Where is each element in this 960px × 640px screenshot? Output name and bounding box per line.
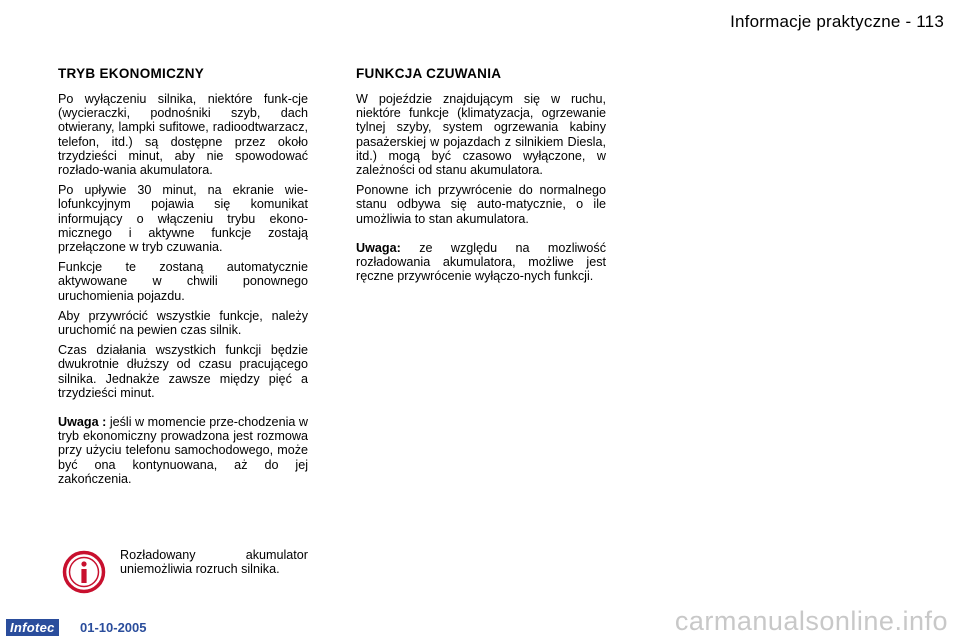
- paragraph: Po upływie 30 minut, na ekranie wie-lofunkcyjnym pojawia się komunikat informujący o włączeniu trybu ekono-micznego i aktywne funkcje zostają przełączone w tryb czuwania.: [58, 183, 308, 255]
- page-title: Informacje praktyczne - 113: [730, 12, 944, 31]
- paragraph: W pojeździe znajdującym się w ruchu, niektóre funkcje (klimatyzacja, ogrzewanie tylnej szyby, system ogrzewania kabiny pasażerskiej w pojazdach z silnikiem Diesla, itd.) mogą być czasowo wyłączone, w zależności od stanu akumulatora.: [356, 92, 606, 178]
- paragraph: Czas działania wszystkich funkcji będzie dwukrotnie dłuższy od czasu pracującego silnika. Jednakże zawsze między pięć a trzydzieści minut.: [58, 343, 308, 400]
- note-text: jeśli w momencie prze-chodzenia w tryb ekonomiczny prowadzona jest rozmowa przy użyciu telefonu samochodowego, może być ona kontynuowana, aż do jej zakończenia.: [58, 415, 308, 486]
- info-circle-icon: [62, 550, 106, 594]
- left-column: [58, 92, 308, 492]
- paragraph: Ponowne ich przywrócenie do normalnego stanu odbywa się auto-matycznie, o ile umożliwia to stan akumulatora.: [356, 183, 606, 226]
- paragraph: Po wyłączeniu silnika, niektóre funk-cje (wycieraczki, podnośniki szyb, dach otwierany, lampki sufitowe, radioodtwarzacz, telefon, itd.) są dostępne przez około trzydzieści minut, aby nie spowodować rozłado-wania akumulatora.: [58, 92, 308, 178]
- section-title-eco-mode: TRYB EKONOMICZNY: [58, 66, 205, 81]
- right-column: [356, 92, 606, 289]
- infotec-logo: Infotec: [6, 619, 59, 636]
- info-text: Rozładowany akumulator uniemożliwia rozruch silnika.: [120, 548, 308, 577]
- paragraph: Funkcje te zostaną automatycznie aktywowane w chwili ponownego uruchomienia pojazdu.: [58, 260, 308, 303]
- note-text: ze względu na mozliwość rozładowania akumulatora, możliwe jest ręczne przywrócenie wyłączo-nych funkcji.: [356, 240, 606, 284]
- info-box: [62, 548, 308, 596]
- paragraph: Aby przywrócić wszystkie funkcje, należy uruchomić na pewien czas silnik.: [58, 308, 308, 338]
- note: [58, 415, 308, 486]
- footer-date: 01-10-2005: [80, 620, 147, 635]
- note-label: Uwaga :: [58, 415, 107, 430]
- section-title-standby: FUNKCJA CZUWANIA: [356, 66, 502, 81]
- note-label: Uwaga:: [356, 240, 401, 255]
- note: [356, 241, 606, 284]
- watermark: carmanualsonline.info: [674, 606, 948, 636]
